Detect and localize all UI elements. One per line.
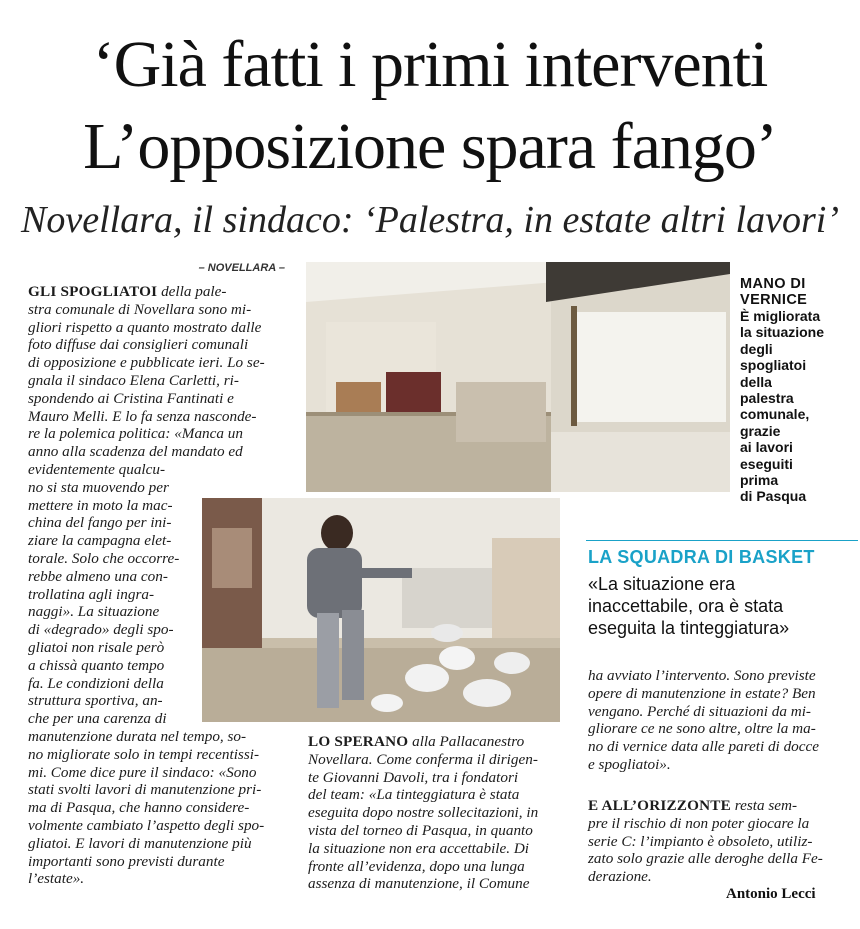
lead-in: GLI SPOGLIATOI bbox=[28, 283, 158, 300]
photo-painter bbox=[200, 496, 562, 724]
col3-line bbox=[588, 797, 844, 815]
col1-line: mettere in moto la mac- bbox=[28, 496, 173, 514]
col1-line: Mauro Melli. E lo fa senza nasconde- bbox=[28, 407, 257, 425]
col2-line: Novellara. Come conferma il dirigen- bbox=[308, 750, 538, 768]
headline-line-2: L’opposizione spara fango’ bbox=[83, 110, 777, 183]
col1-line: l’estate». bbox=[28, 870, 85, 888]
col3-bottom bbox=[588, 797, 844, 886]
col2-line: vista del torneo di Pasqua, in quanto bbox=[308, 821, 533, 839]
lead-in: E ALL’ORIZZONTE bbox=[588, 797, 731, 814]
col2-line: te Giovanni Davoli, tra i fondatori bbox=[308, 768, 519, 786]
col3-line: zato solo grazie alle deroghe della Fe- bbox=[588, 850, 823, 868]
box-quote-line: eseguita la tinteggiatura» bbox=[588, 618, 790, 638]
headline-line-1: ‘Già fatti i primi interventi bbox=[92, 28, 768, 101]
col1-line: china del fango per ini- bbox=[28, 514, 172, 532]
col3-line: gliorare ce ne sono altre, oltre la ma- bbox=[588, 720, 816, 738]
lead-in: LO SPERANO bbox=[308, 733, 409, 750]
col1-bottom bbox=[28, 728, 286, 888]
author-signature: Antonio Lecci bbox=[726, 886, 816, 902]
col1-line: di «degrado» degli spo- bbox=[28, 621, 174, 639]
col1-line: manutenzione durata nel tempo, so- bbox=[28, 728, 247, 745]
col1-line: trollatina agli ingra- bbox=[28, 585, 155, 603]
col2-text: alla Pallacanestro bbox=[408, 733, 525, 750]
col1-line: di opposizione e pubblicate ieri. Lo se- bbox=[28, 354, 265, 372]
col1-line: volmente cambiato l’aspetto degli spo- bbox=[28, 816, 265, 834]
caption-text-line: di Pasqua bbox=[740, 488, 807, 505]
caption-text-line: È migliorata bbox=[740, 308, 821, 324]
col1-line: gnala il sindaco Elena Carletti, ri- bbox=[28, 371, 239, 389]
caption-text-line: la situazione bbox=[740, 324, 825, 341]
col1-line: fa. Le condizioni della bbox=[28, 674, 164, 692]
box-title: LA SQUADRA DI BASKET bbox=[588, 547, 815, 567]
col3-line: opere di manutenzione in estate? Ben bbox=[588, 684, 816, 702]
box-rule bbox=[586, 540, 858, 541]
col2 bbox=[308, 733, 560, 893]
col1-line: anno alla scadenza del mandato ed bbox=[28, 443, 243, 461]
col3-line: ha avviato l’intervento. Sono previste bbox=[588, 667, 816, 684]
col1-line: che per una carenza di bbox=[28, 710, 167, 728]
caption-text-line: della bbox=[740, 373, 772, 390]
caption-text-line: prima bbox=[740, 472, 779, 489]
photo-caption bbox=[740, 276, 858, 505]
caption-text-line: spogliatoi bbox=[740, 357, 807, 374]
photo-locker-room bbox=[306, 262, 730, 492]
caption-text-line: grazie bbox=[740, 422, 781, 439]
col1-line: gliatoi non risale però bbox=[28, 638, 165, 656]
col2-line: del team: «La tinteggiatura è stata bbox=[308, 786, 520, 804]
col1-line: torale. Solo che occorre- bbox=[28, 549, 180, 567]
col1-line: rebbe almeno una con- bbox=[28, 567, 168, 585]
box-quote bbox=[588, 573, 858, 639]
col3-text: resta sem- bbox=[730, 797, 798, 814]
col1-narrow bbox=[28, 461, 196, 728]
col1-line bbox=[28, 283, 286, 301]
col1-line: naggi». La situazione bbox=[28, 603, 160, 621]
col2-line: eseguita dopo nostre sollecitazioni, in bbox=[308, 804, 539, 822]
caption-text-line: eseguiti bbox=[740, 455, 793, 472]
col1-line: no migliorate solo in tempi recentissi- bbox=[28, 745, 260, 763]
col3-line: e spogliatoi». bbox=[588, 755, 671, 773]
col1-text: della pale- bbox=[157, 283, 227, 300]
col1-line: a chissà quanto tempo bbox=[28, 656, 165, 674]
caption-text-line: ai lavori bbox=[740, 439, 793, 456]
col3-line: vengano. Perché di situazioni da mi- bbox=[588, 702, 811, 720]
col1-line: stati svolti lavori di manutenzione pri- bbox=[28, 781, 262, 799]
col1-line: re la polemica politica: «Manca un bbox=[28, 425, 243, 443]
col1-line: struttura sportiva, an- bbox=[28, 692, 163, 710]
box-quote-line: inaccettabile, ora è stata bbox=[588, 596, 784, 616]
col1-line: gliori rispetto a quanto mostrato dalle bbox=[28, 318, 262, 336]
col1-line: gliatoi. E lavori di manutenzione più bbox=[28, 834, 252, 852]
col1-line: foto diffuse dai consiglieri comunali bbox=[28, 336, 249, 354]
col2-line: assenza di manutenzione, il Comune bbox=[308, 875, 530, 893]
caption-text-line: degli bbox=[740, 340, 773, 357]
caption-text-line: palestra bbox=[740, 390, 794, 407]
col1-line: stra comunale di Novellara sono mi- bbox=[28, 300, 252, 318]
col1-line: mi. Come dice pure il sindaco: «Sono bbox=[28, 763, 257, 781]
col3-line: serie C: l’impianto è obsoleto, utiliz- bbox=[588, 832, 813, 850]
col1-line: spondendo ai Cristina Fantinati e bbox=[28, 389, 234, 407]
box-quote-line: «La situazione era bbox=[588, 574, 736, 594]
locker-room-image bbox=[306, 262, 730, 492]
caption-title-line: VERNICE bbox=[740, 292, 808, 308]
col2-line: fronte all’evidenza, dopo una lunga bbox=[308, 857, 525, 875]
col1-line: ma di Pasqua, che hanno considere- bbox=[28, 799, 250, 817]
painter-image bbox=[202, 498, 560, 722]
col2-line bbox=[308, 733, 560, 751]
dateline: – NOVELLARA – bbox=[198, 262, 285, 274]
col1-top bbox=[28, 283, 286, 461]
subheadline: Novellara, il sindaco: ‘Palestra, in estate altri lavori’ bbox=[21, 199, 839, 241]
caption-title-line: MANO DI bbox=[740, 276, 806, 292]
col1-line: importanti sono previsti durante bbox=[28, 852, 225, 870]
caption-text-line: comunale, bbox=[740, 406, 810, 423]
col2-line: la situazione non era accettabile. Di bbox=[308, 839, 530, 857]
col3-line: no di vernice data alle pareti di docce bbox=[588, 738, 819, 756]
col3-line: derazione. bbox=[588, 868, 652, 886]
col3-top bbox=[588, 667, 844, 774]
col1-line: ziare la campagna elet- bbox=[28, 532, 172, 550]
col1-line: evidentemente qualcu- bbox=[28, 461, 166, 478]
col3-line: pre il rischio di non poter giocare la bbox=[588, 814, 810, 832]
col1-line: no si sta muovendo per bbox=[28, 478, 169, 496]
